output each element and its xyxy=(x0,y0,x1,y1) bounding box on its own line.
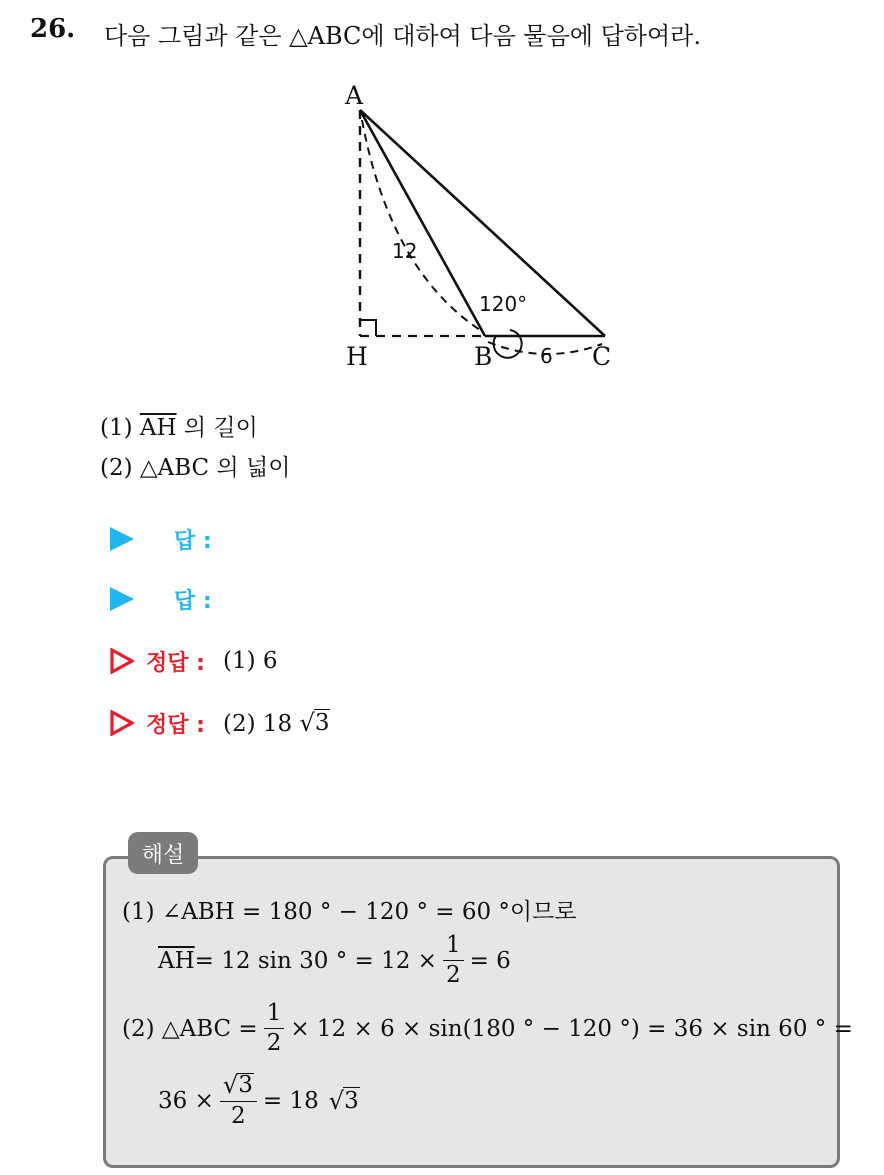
fraction-numerator: 1 xyxy=(264,1002,285,1029)
solution-line-2-result: = 6 xyxy=(469,947,511,974)
subquestion-2 xyxy=(100,449,290,482)
solution-line-3-text: (2) △ABC = xyxy=(122,1015,258,1042)
correct-answer-label: 정답 : xyxy=(146,650,205,676)
sqrt-radicand: 3 xyxy=(344,1087,359,1114)
segment-AH: $\overline{AH}$ xyxy=(139,415,177,441)
solution-line-3 xyxy=(122,1002,853,1055)
fraction-denominator: 2 xyxy=(231,1103,246,1129)
sqrt-expression: √ 3 xyxy=(299,709,330,737)
right-angle-marker xyxy=(360,320,376,336)
side-AB xyxy=(360,110,485,336)
fraction-denominator: 2 xyxy=(266,1030,282,1056)
label-H: H xyxy=(346,342,368,371)
solution-line-2-text: = 12 sin 30 ° = 12 × xyxy=(194,947,437,974)
answer-row-1[interactable] xyxy=(110,522,212,556)
fraction-root3-over-2 xyxy=(220,1073,257,1128)
arc-AB-length xyxy=(362,120,480,330)
solution-line-1: (1) ∠ABH = 180 ° − 120 ° = 60 °이므로 xyxy=(122,899,577,925)
subquestion-1-number: (1) xyxy=(100,415,133,441)
solution-tag: 해설 xyxy=(128,832,198,874)
angle-arc-B xyxy=(494,330,522,358)
label-C: C xyxy=(592,342,612,371)
solution-line-4-text: 36 × xyxy=(158,1087,214,1114)
label-length-AB: 12 xyxy=(392,239,418,263)
outline-triangle-icon xyxy=(110,648,134,674)
outline-triangle-icon xyxy=(110,710,134,736)
correct-answer-value: (2) 18 xyxy=(222,711,293,737)
fraction-numerator: √ 3 xyxy=(220,1073,257,1102)
triangle-diagram xyxy=(330,80,630,375)
answer-label: 답 : xyxy=(174,588,212,614)
solution-line-4 xyxy=(158,1073,360,1128)
label-A: A xyxy=(345,81,364,110)
label-B: B xyxy=(474,342,493,371)
correct-answer-row-2 xyxy=(110,706,330,740)
correct-answer-text xyxy=(223,709,331,737)
fraction-denominator: 2 xyxy=(445,962,461,988)
fraction-numerator: 1 xyxy=(443,934,464,961)
subquestion-2-text: △ABC 의 넓이 xyxy=(139,455,291,481)
solution-line-4-result: = 18 xyxy=(262,1087,319,1114)
fraction-half xyxy=(264,1002,285,1055)
question-text: 다음 그림과 같은 △ABC에 대하여 다음 물음에 답하여라. xyxy=(104,22,701,50)
subquestion-1-text: 의 길이 xyxy=(176,415,258,441)
subquestion-2-number: (2) xyxy=(100,455,133,481)
question-number: 26. xyxy=(30,14,76,44)
label-angle-B: 120° xyxy=(479,292,528,316)
correct-answer-label: 정답 : xyxy=(146,712,205,738)
triangle-figure xyxy=(330,80,630,375)
sqrt-radicand: 3 xyxy=(238,1072,253,1098)
answer-label: 답 : xyxy=(174,528,212,554)
sqrt-expression: √ 3 xyxy=(328,1086,359,1115)
fraction-half xyxy=(443,934,464,987)
play-marker-icon xyxy=(110,527,134,551)
segment-AH: $\overline{AH}$ xyxy=(158,947,195,974)
play-marker-icon xyxy=(110,587,134,611)
solution-line-3-rest: × 12 × 6 × sin(180 ° − 120 °) = 36 × sin 60 ° = xyxy=(290,1015,853,1042)
solution-line-2 xyxy=(158,934,511,987)
answer-row-2[interactable] xyxy=(110,582,212,616)
label-length-BC: 6 xyxy=(540,344,553,368)
correct-answer-text: (1) 6 xyxy=(222,648,278,674)
sqrt-radicand: 3 xyxy=(314,710,330,736)
subquestion-1 xyxy=(100,409,258,442)
correct-answer-row-1 xyxy=(110,644,278,678)
